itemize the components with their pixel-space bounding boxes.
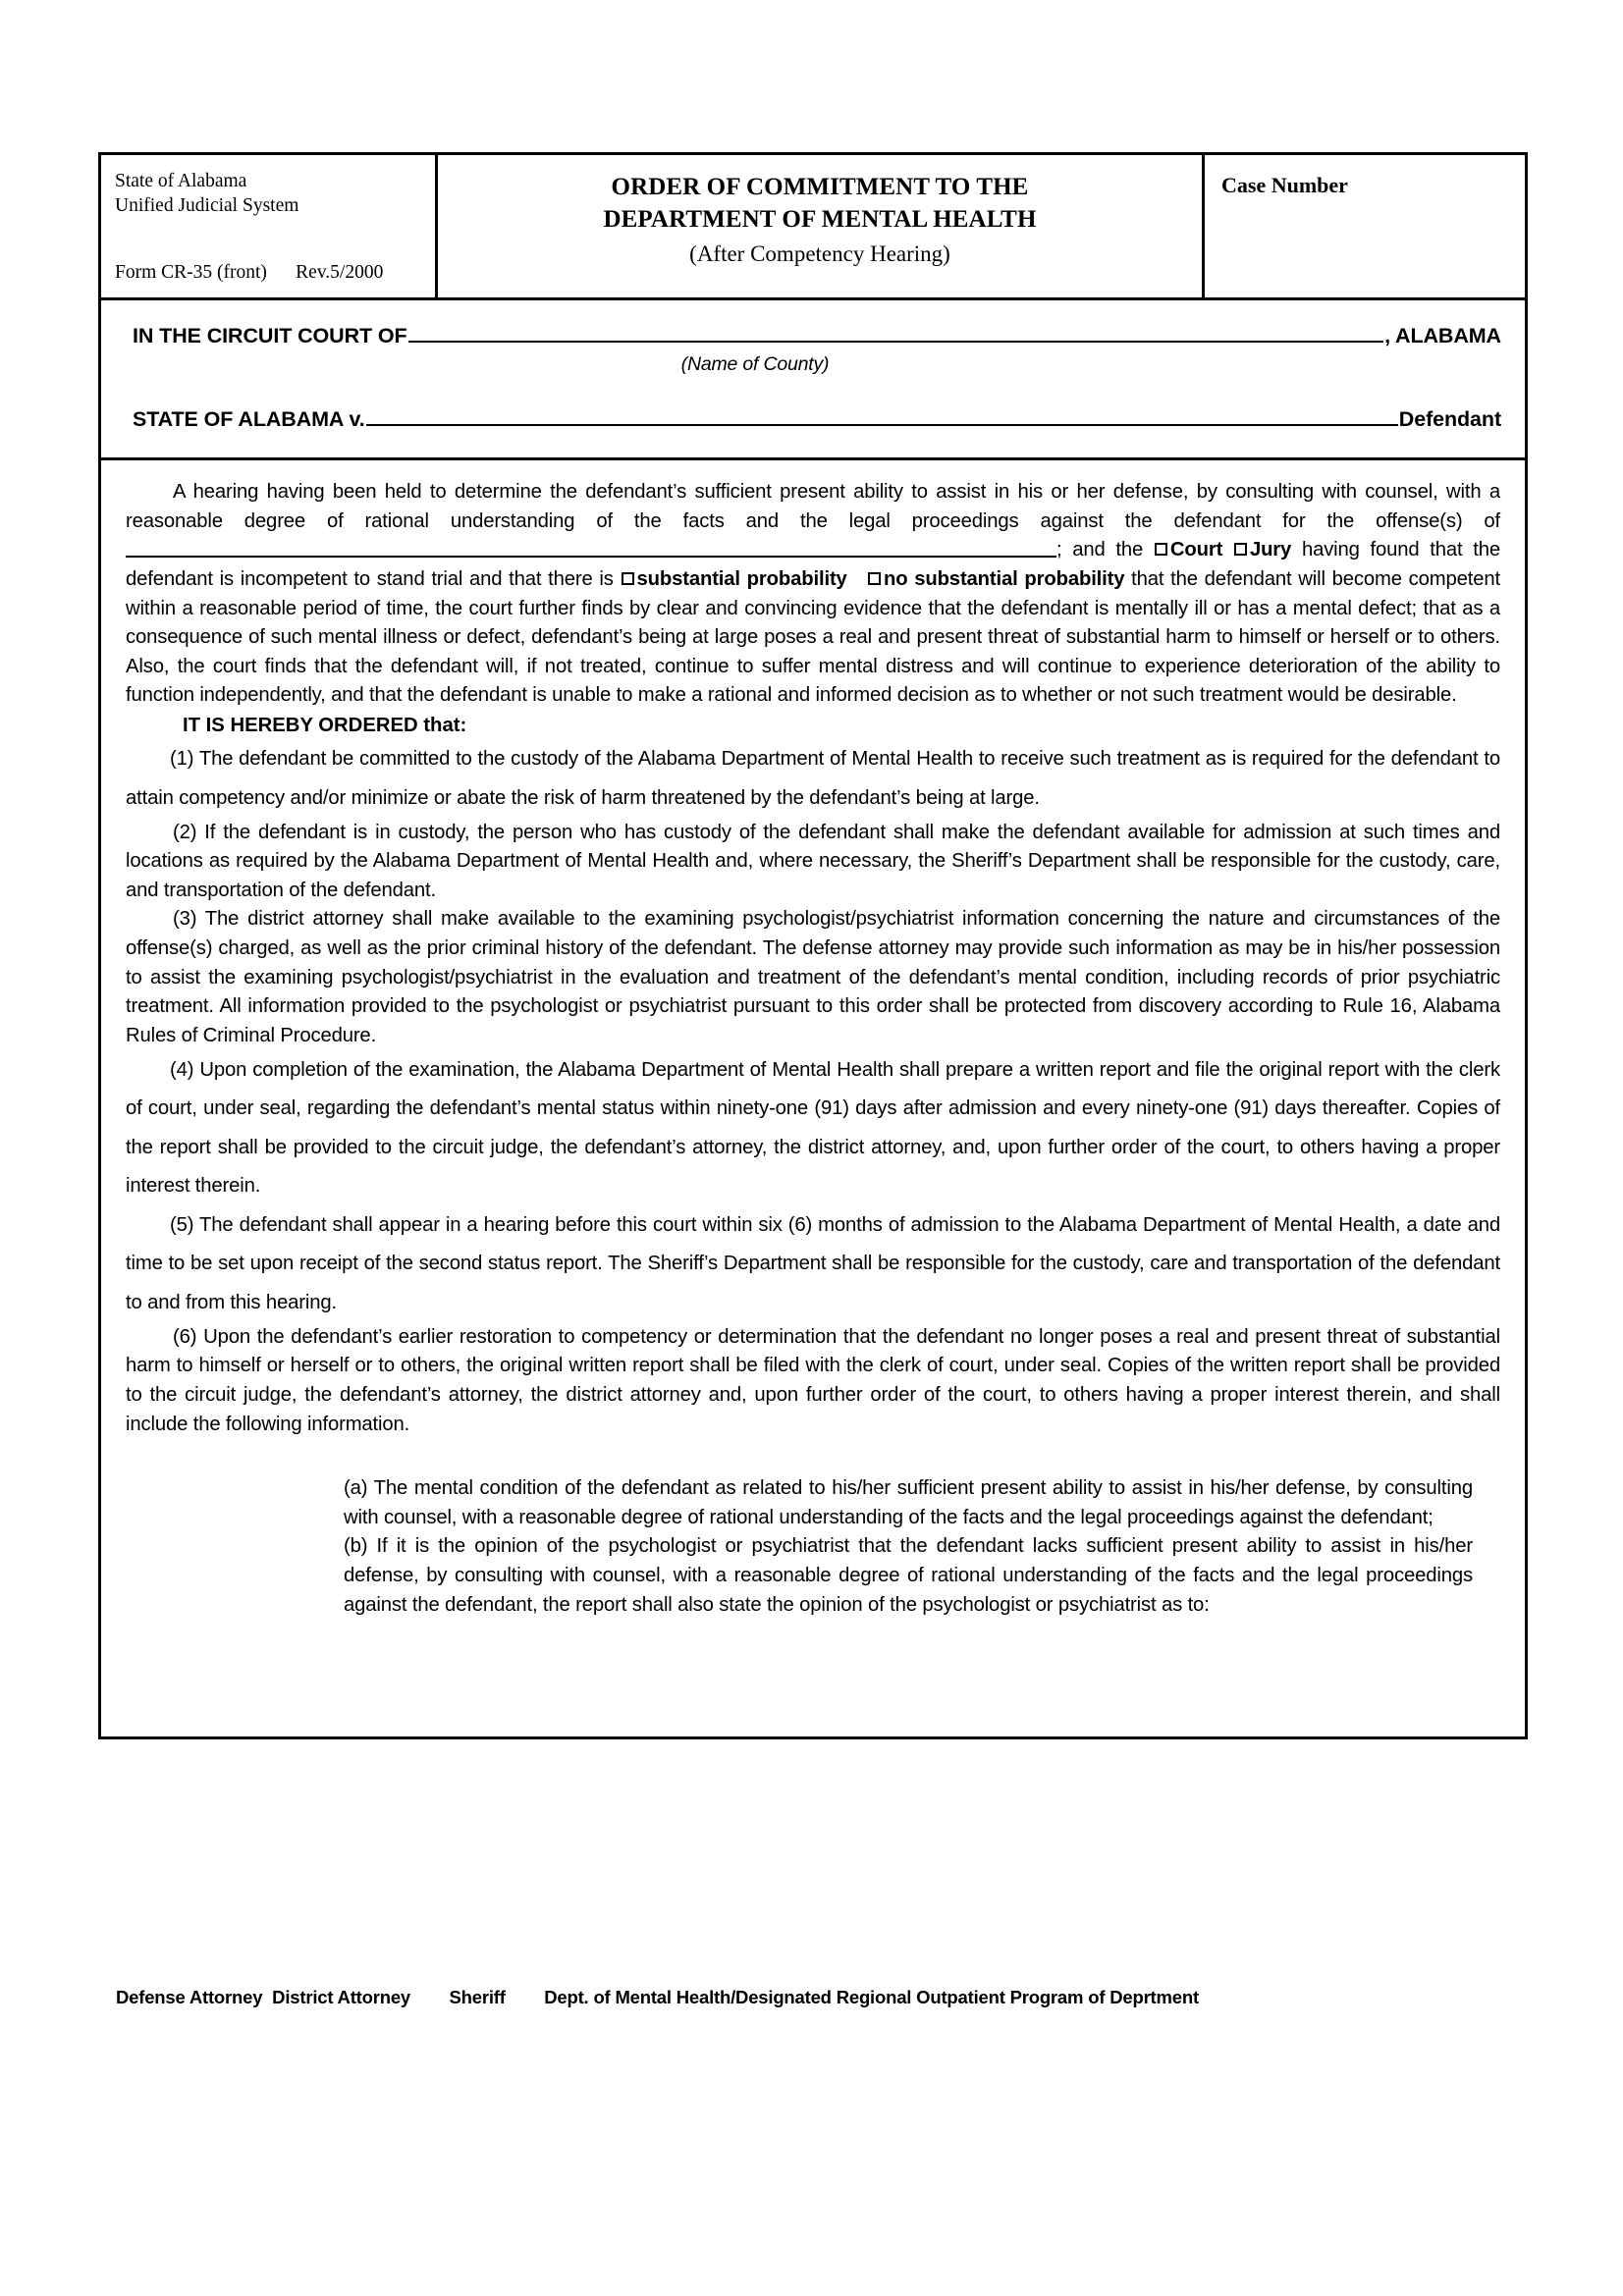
agency-line-1: State of Alabama <box>115 171 247 191</box>
form-number-label: Form CR-35 (front) Rev.5/2000 <box>115 261 384 283</box>
recital-paragraph <box>126 478 1500 711</box>
checkbox-substantial-probability-label: substantial probability <box>636 567 847 590</box>
checkbox-court-label: Court <box>1169 539 1223 561</box>
court-line-suffix: , ALABAMA <box>1384 324 1501 347</box>
footer-recipients: Defense Attorney District Attorney Sheriff Dept. of Mental Health/Designated Regional Outpatient Program of Deprtment <box>116 1987 1199 2007</box>
case-number-cell[interactable] <box>1205 155 1525 297</box>
checkbox-jury-label: Jury <box>1249 539 1292 561</box>
court-line-prefix: IN THE CIRCUIT COURT OF <box>133 324 407 347</box>
style-of-case-line <box>101 407 1525 432</box>
ordered-item-1: (1) The defendant be committed to the custody of the Alabama Department of Mental Health to receive such treatment as is required for the defendant to attain competency and/or minimize or abate the risk of harm threatened by the defendant’s being at large. <box>126 748 1500 810</box>
form-body <box>101 460 1525 1736</box>
report-contents-list <box>126 1474 1500 1620</box>
ordered-item-5: (5) The defendant shall appear in a hearing before this court within six (6) months of admission to the Alabama Department of Mental Health, a date and time to be set upon receipt of the second status report. The Sheriff’s Department shall be responsible for the custody, care and transportation of the defendant to and from this hearing. <box>126 1213 1500 1314</box>
checkbox-no-substantial-probability-label: no substantial probability <box>883 567 1125 590</box>
case-number-label: Case Number <box>1221 173 1348 197</box>
form-title-line-2: DEPARTMENT OF MENTAL HEALTH <box>603 206 1037 234</box>
recital-part-4: that the defendant will become competent within a reasonable period of time, the court further finds by clear and convincing evidence that the defendant is mentally ill or has a mental defect; that as a consequence of such mental illness or defect, defendant’s being at large poses a real and present threat of substantial harm to himself or herself or to others. Also, the court finds that the defendant will, if not treated, continue to suffer mental distress and will continue to experience deterioration of the ability to function independently, and that the defendant is unable to make a rational and informed decision as to whether or not such treatment would be desirable. <box>126 567 1500 707</box>
recital-part-1: A hearing having been held to determine the defendant’s sufficient present ability to assist in his or her defense, by consulting with counsel, with a reasonable degree of rational understanding of the facts and the legal proceedings against the defendant for the offense(s) of <box>126 481 1500 532</box>
state-v-prefix: STATE OF ALABAMA v. <box>133 407 365 431</box>
offense-input-rule-cont[interactable] <box>715 538 1056 559</box>
county-input-rule[interactable] <box>408 341 1383 343</box>
defendant-name-input-rule[interactable] <box>366 424 1398 426</box>
agency-line-2: Unified Judicial System <box>115 195 299 217</box>
caption-block <box>101 300 1525 460</box>
checkbox-no-substantial-probability[interactable] <box>868 572 881 585</box>
form-header-row <box>101 155 1525 300</box>
court-line <box>101 324 1525 348</box>
recital-part-3: having found that the defendant is incompetent to stand trial and that there is <box>126 539 1500 590</box>
ordered-item-4: (4) Upon completion of the examination, the Alabama Department of Mental Health shall prepare a written report and file the original report with the clerk of court, under seal, regarding the defendant’s mental status within ninety-one (91) days after admission and every ninety-one (91) days thereafter. Copies of the report shall be provided to the circuit judge, the defendant’s attorney, the district attorney, and, upon further order of the court, to others having a proper interest therein. <box>126 1058 1500 1198</box>
ordered-item-3: (3) The district attorney shall make available to the examining psychologist/psychiatrist information concerning the nature and circumstances of the offense(s) charged, as well as the prior criminal history of the defendant. The defense attorney may provide such information as may be in his/her possession to assist the examining psychologist/psychiatrist in the evaluation and treatment of the defendant’s mental condition, including records of prior psychiatric treatment. All information provided to the psychologist or psychiatrist pursuant to this order shall be protected from discovery according to Rule 16, Alabama Rules of Criminal Procedure. <box>126 908 1500 1046</box>
report-item-b: (b) If it is the opinion of the psychologist or psychiatrist that the defendant lacks sufficient present ability to assist in his/her defense, by consulting with counsel, with a reasonable degree of rational understanding of the facts and the legal proceedings against the defendant, the report shall also state the opinion of the psychologist or psychiatrist as to: <box>344 1535 1473 1616</box>
recital-part-2: ; and the <box>1056 539 1144 561</box>
defendant-label: Defendant <box>1398 407 1501 431</box>
header-title-cell <box>438 155 1205 297</box>
header-agency-cell <box>101 155 438 297</box>
checkbox-court[interactable] <box>1155 543 1167 556</box>
report-item-a: (a) The mental condition of the defendant as related to his/her sufficient present ability to assist in his/her defense, by consulting with counsel, with a reasonable degree of rational understanding of the facts and the legal proceedings against the defendant; <box>344 1477 1473 1528</box>
checkbox-jury[interactable] <box>1234 543 1247 556</box>
ordered-item-6: (6) Upon the defendant’s earlier restoration to competency or determination that the defendant no longer poses a real and present threat of substantial harm to himself or herself or to others, the original written report shall be filed with the clerk of court, under seal. Copies of the written report shall be provided to the circuit judge, the defendant’s attorney, the district attorney and, upon further order of the court, to others having a proper interest therein, and shall include the following information. <box>126 1325 1500 1435</box>
ordered-heading: IT IS HEREBY ORDERED that: <box>183 715 467 736</box>
offense-input-rule[interactable] <box>126 538 715 559</box>
form-outer-frame <box>98 152 1528 1739</box>
checkbox-substantial-probability[interactable] <box>622 572 634 585</box>
form-subtitle: (After Competency Hearing) <box>689 240 950 266</box>
form-title-line-1: ORDER OF COMMITMENT TO THE <box>611 174 1029 200</box>
county-hint-label: (Name of County) <box>680 353 830 375</box>
ordered-item-2: (2) If the defendant is in custody, the person who has custody of the defendant shall make the defendant available for admission at such times and locations as required by the Alabama Department of Mental Health and, where necessary, the Sheriff’s Department shall be responsible for the custody, care, and transportation of the defendant. <box>126 821 1500 901</box>
